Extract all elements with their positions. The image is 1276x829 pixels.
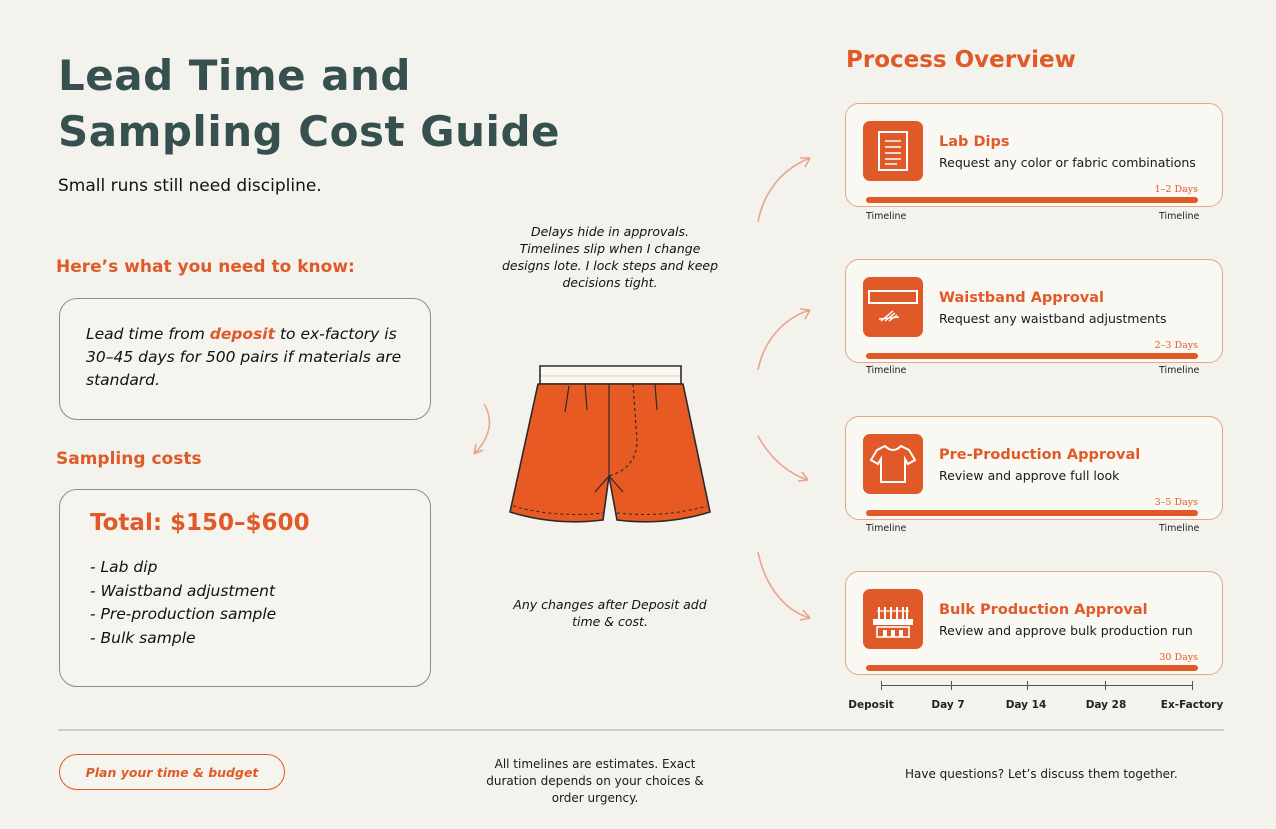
lead-text-start: Lead time from bbox=[86, 325, 210, 343]
footer-note: All timelines are estimates. Exact duration depends on your choices & order urgency. bbox=[486, 757, 704, 805]
sampling-total: Total: $150–$600 bbox=[90, 510, 310, 536]
axis-tick bbox=[881, 681, 882, 690]
footer-divider bbox=[58, 729, 1224, 731]
step-duration: 30 Days bbox=[1159, 652, 1198, 663]
timeline-axis bbox=[881, 685, 1193, 686]
timeline-label: Timeline bbox=[866, 211, 907, 222]
cost-item: - Waistband adjustment bbox=[90, 581, 276, 600]
cost-item: - Bulk sample bbox=[90, 628, 196, 647]
axis-tick bbox=[1105, 681, 1106, 690]
step-title: Pre-Production Approval bbox=[939, 447, 1141, 463]
axis-tick bbox=[1027, 681, 1028, 690]
waistband-icon bbox=[863, 277, 923, 337]
lead-time-card bbox=[59, 298, 431, 420]
timeline-label: Timeline bbox=[1159, 365, 1200, 376]
axis-label-day7: Day 7 bbox=[931, 699, 965, 711]
axis-tick bbox=[1192, 681, 1193, 690]
step-progress-bar bbox=[866, 665, 1198, 671]
center-note-bottom: Any changes after Deposit add time & cost. bbox=[513, 597, 707, 629]
timeline-label: Timeline bbox=[1159, 523, 1200, 534]
lead-text-end: to ex-factory is 30–45 days for 500 pairs if materials are standard. bbox=[86, 325, 402, 389]
plan-budget-button[interactable]: Plan your time & budget bbox=[59, 754, 285, 790]
lead-text-highlight: deposit bbox=[209, 325, 276, 343]
sampling-heading: Sampling costs bbox=[56, 449, 202, 469]
step-description: Request any waistband adjustments bbox=[939, 311, 1167, 326]
step-card-waistband[interactable] bbox=[845, 259, 1223, 363]
lead-time-text bbox=[86, 323, 404, 392]
step-description: Request any color or fabric combinations bbox=[939, 155, 1196, 170]
document-icon bbox=[863, 121, 923, 181]
cost-item: - Pre-production sample bbox=[90, 605, 277, 623]
page-subtitle: Small runs still need discipline. bbox=[58, 176, 322, 196]
axis-label-ex-factory: Ex-Factory bbox=[1160, 699, 1224, 711]
timeline-label: Timeline bbox=[866, 365, 907, 376]
process-title: Process Overview bbox=[846, 47, 1076, 73]
center-note-top: Delays hide in approvals. Timelines slip when I change designs lote. I lock steps and keep decisions tight. bbox=[501, 224, 719, 290]
step-duration: 3–5 Days bbox=[1154, 497, 1198, 508]
step-title: Waistband Approval bbox=[939, 290, 1105, 306]
cost-item: - Lab dip bbox=[90, 558, 158, 576]
timeline-label: Timeline bbox=[866, 523, 907, 534]
step-card-lab-dips[interactable] bbox=[845, 103, 1223, 207]
know-heading: Here’s what you need to know: bbox=[56, 257, 355, 277]
axis-label-day28: Day 28 bbox=[1085, 699, 1127, 711]
step-card-pre-production[interactable] bbox=[845, 416, 1223, 520]
step-card-bulk-production[interactable] bbox=[845, 571, 1223, 675]
connector-arrows-icon bbox=[750, 150, 820, 630]
step-description: Review and approve bulk production run bbox=[939, 623, 1193, 638]
shorts-illustration-icon bbox=[505, 360, 717, 538]
step-title: Lab Dips bbox=[939, 134, 1010, 150]
axis-label-day14: Day 14 bbox=[1005, 699, 1047, 711]
factory-icon bbox=[863, 589, 923, 649]
sampling-cost-card bbox=[59, 489, 431, 687]
axis-tick bbox=[951, 681, 952, 690]
axis-label-deposit: Deposit bbox=[848, 699, 894, 711]
step-description: Review and approve full look bbox=[939, 468, 1120, 483]
curved-arrow-icon bbox=[462, 398, 496, 462]
step-progress-bar bbox=[866, 197, 1198, 203]
step-title: Bulk Production Approval bbox=[939, 602, 1148, 618]
step-progress-bar bbox=[866, 353, 1198, 359]
step-progress-bar bbox=[866, 510, 1198, 516]
timeline-label: Timeline bbox=[1159, 211, 1200, 222]
page-title: Lead Time and Sampling Cost Guide bbox=[58, 51, 560, 156]
step-duration: 2–3 Days bbox=[1154, 340, 1198, 351]
questions-text: Have questions? Let’s discuss them together. bbox=[905, 767, 1178, 781]
tshirt-icon bbox=[863, 434, 923, 494]
step-duration: 1–2 Days bbox=[1154, 184, 1198, 195]
